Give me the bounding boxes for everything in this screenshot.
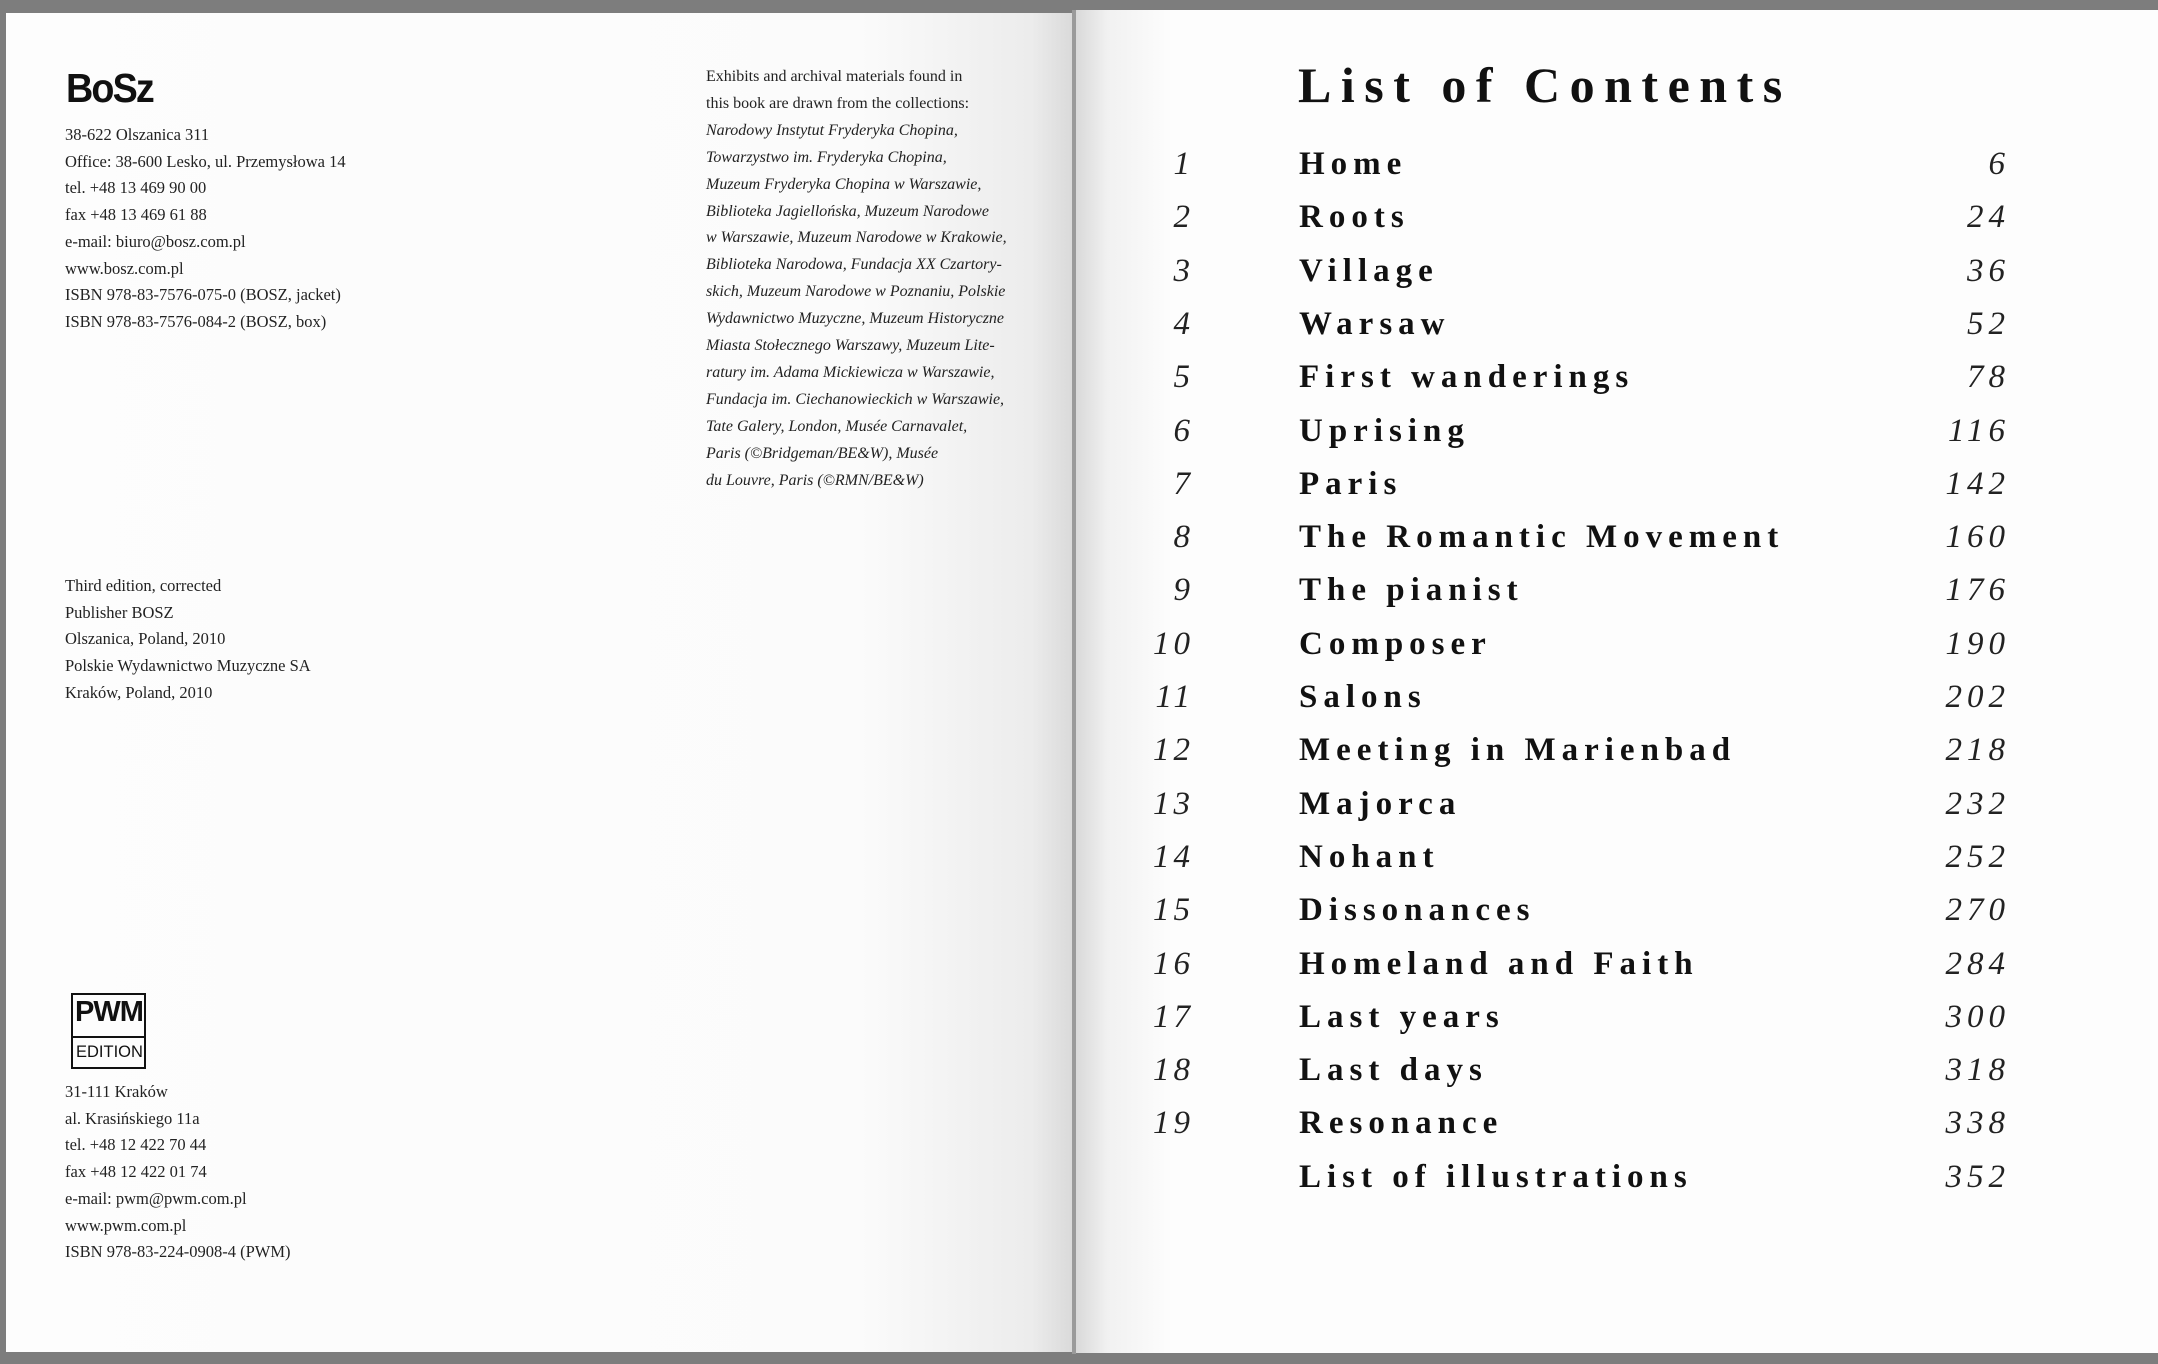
chapter-title: First wanderings — [1299, 359, 1635, 396]
page-number: 252 — [1945, 838, 2010, 875]
fax-line: fax +48 13 469 61 88 — [65, 205, 207, 225]
chapter-number: 9 — [1173, 572, 1194, 609]
toc-row — [0, 1157, 2158, 1210]
page-number: 24 — [1967, 199, 2010, 236]
chapter-number: 8 — [1173, 519, 1194, 556]
chapter-title: Homeland and Faith — [1299, 945, 1699, 982]
chapter-number: 14 — [1153, 838, 1194, 875]
chapter-number: 2 — [1173, 199, 1194, 236]
chapter-title: Paris — [1299, 465, 1403, 502]
chapter-number: 4 — [1173, 305, 1194, 342]
page-number: 78 — [1967, 359, 2010, 396]
credits-line: Biblioteka Jagiellońska, Muzeum Narodowe — [706, 202, 989, 220]
page-number: 190 — [1945, 625, 2010, 662]
toc-row — [0, 197, 2158, 250]
copublisher-line: Polskie Wydawnictwo Muzyczne SA — [65, 656, 311, 676]
chapter-title: List of illustrations — [1299, 1158, 1693, 1195]
credits-line: w Warszawie, Muzeum Narodowe w Krakowie, — [706, 229, 1007, 247]
credits-intro-line: this book are drawn from the collections: — [706, 94, 970, 112]
chapter-number: 19 — [1153, 1105, 1194, 1142]
page-number: 202 — [1945, 679, 2010, 715]
chapter-number: 10 — [1153, 625, 1194, 662]
address-line: al. Krasińskiego 11a — [65, 1108, 200, 1128]
page-number: 338 — [1945, 1105, 2010, 1142]
chapter-number: 11 — [1155, 679, 1194, 715]
page-number: 318 — [1945, 1052, 2010, 1089]
toc-row — [0, 411, 2158, 464]
publisher-line: Publisher BOSZ — [65, 602, 174, 622]
edition-line: Third edition, corrected — [65, 576, 222, 595]
chapter-title: The Romantic Movement — [1299, 519, 1785, 556]
publisher-place-line: Olszanica, Poland, 2010 — [65, 629, 226, 649]
chapter-title: Salons — [1299, 679, 1427, 715]
chapter-title: Resonance — [1299, 1105, 1504, 1142]
chapter-title: Majorca — [1299, 785, 1462, 822]
chapter-title: Village — [1299, 252, 1439, 289]
toc-row — [0, 677, 2158, 730]
email-line: e-mail: biuro@bosz.com.pl — [65, 231, 246, 251]
toc-row — [0, 997, 2158, 1050]
toc-row — [0, 304, 2158, 357]
toc-row — [0, 1050, 2158, 1103]
isbn-line: ISBN 978-83-7576-075-0 (BOSZ, jacket) — [65, 285, 341, 305]
chapter-title: Dissonances — [1299, 892, 1536, 929]
credits-line: du Louvre, Paris (©RMN/BE&W) — [706, 471, 924, 489]
toc-row — [0, 357, 2158, 410]
chapter-number: 17 — [1153, 998, 1194, 1035]
credits-line: Tate Galery, London, Musée Carnavalet, — [706, 417, 968, 435]
toc-row — [0, 144, 2158, 197]
chapter-number: 15 — [1153, 892, 1194, 929]
pwm-logo-top: PWM — [75, 996, 143, 1028]
credits-line: Fundacja im. Ciechanowieckich w Warszawie, — [706, 390, 1005, 408]
credits-line: Towarzystwo im. Fryderyka Chopina, — [706, 148, 947, 166]
credits-line: Narodowy Instytut Fryderyka Chopina, — [706, 121, 958, 139]
chapter-title: Nohant — [1299, 838, 1440, 875]
chapter-number: 18 — [1153, 1052, 1194, 1089]
toc-row — [0, 1103, 2158, 1156]
chapter-title: Meeting in Marienbad — [1299, 732, 1737, 769]
chapter-title: Last years — [1299, 998, 1505, 1035]
chapter-title: Last days — [1299, 1052, 1488, 1089]
address-line: 31-111 Kraków — [65, 1082, 168, 1101]
bosz-logo: BoSz — [66, 65, 153, 111]
chapter-number: 12 — [1153, 732, 1194, 769]
pwm-logo-bottom: EDITION — [76, 1043, 143, 1061]
chapter-title: Roots — [1299, 199, 1410, 236]
toc-row — [0, 464, 2158, 517]
credits-line: Wydawnictwo Muzyczne, Muzeum Historyczne — [706, 310, 1005, 328]
chapter-number: 3 — [1173, 252, 1194, 289]
page-number: 232 — [1945, 785, 2010, 822]
chapter-number: 7 — [1173, 465, 1194, 502]
page-number: 270 — [1945, 892, 2010, 929]
chapter-number: 6 — [1173, 412, 1194, 449]
page-number: 284 — [1945, 945, 2010, 982]
toc-row — [0, 730, 2158, 783]
email-line: e-mail: pwm@pwm.com.pl — [65, 1188, 247, 1208]
toc-row — [0, 837, 2158, 890]
page-number: 300 — [1945, 998, 2010, 1035]
credits-line: Muzeum Fryderyka Chopina w Warszawie, — [706, 175, 982, 193]
toc-row — [0, 570, 2158, 623]
isbn-line: ISBN 978-83-224-0908-4 (PWM) — [65, 1242, 291, 1262]
page-number: 176 — [1945, 572, 2010, 609]
page-number: 160 — [1945, 519, 2010, 556]
chapter-number: 5 — [1173, 359, 1194, 396]
chapter-title: Uprising — [1299, 412, 1470, 449]
toc-row — [0, 944, 2158, 997]
fax-line: fax +48 12 422 01 74 — [65, 1162, 207, 1182]
page-title: List of Contents — [1298, 57, 1792, 113]
isbn-line: ISBN 978-83-7576-084-2 (BOSZ, box) — [65, 311, 327, 331]
phone-line: tel. +48 12 422 70 44 — [65, 1135, 207, 1155]
address-line: Office: 38-600 Lesko, ul. Przemysłowa 14 — [65, 151, 346, 171]
toc-row — [0, 890, 2158, 943]
toc-row — [0, 784, 2158, 837]
credits-line: ratury im. Adama Mickiewicza w Warszawie, — [706, 363, 995, 381]
page-number: 36 — [1967, 252, 2010, 289]
credits-line: skich, Muzeum Narodowe w Poznaniu, Polskie — [706, 283, 1006, 301]
page-number: 52 — [1967, 305, 2010, 342]
page-number: 352 — [1945, 1158, 2010, 1195]
page-number: 142 — [1945, 465, 2010, 502]
chapter-number: 16 — [1153, 945, 1194, 982]
address-line: 38-622 Olszanica 311 — [65, 125, 210, 144]
website-line: www.pwm.com.pl — [65, 1215, 187, 1235]
chapter-number: 1 — [1173, 146, 1194, 182]
chapter-title: Warsaw — [1299, 305, 1451, 342]
toc-row — [0, 517, 2158, 570]
page-number: 116 — [1947, 412, 2010, 449]
page-number: 6 — [1988, 146, 2010, 182]
credits-line: Paris (©Bridgeman/BE&W), Musée — [706, 444, 939, 462]
chapter-number: 13 — [1153, 785, 1194, 822]
chapter-title: The pianist — [1299, 572, 1524, 609]
website-line: www.bosz.com.pl — [65, 258, 184, 278]
toc-row — [0, 251, 2158, 304]
credits-intro-line: Exhibits and archival materials found in — [706, 68, 963, 85]
chapter-title: Home — [1299, 146, 1408, 182]
toc-row — [0, 624, 2158, 677]
copublisher-place-line: Kraków, Poland, 2010 — [65, 682, 213, 702]
credits-line: Biblioteka Narodowa, Fundacja XX Czartory- — [706, 256, 1002, 274]
chapter-title: Composer — [1299, 625, 1492, 662]
phone-line: tel. +48 13 469 90 00 — [65, 178, 207, 198]
credits-line: Miasta Stołecznego Warszawy, Muzeum Lite- — [706, 337, 995, 355]
page-number: 218 — [1945, 732, 2010, 769]
